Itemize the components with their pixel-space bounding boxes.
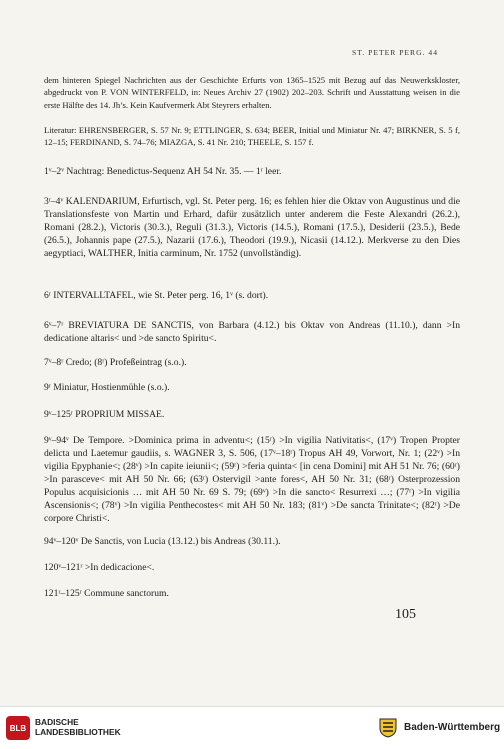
entry-dedicacione-text: 120ᵛ–121ʳ >In dedicacione<.	[44, 562, 155, 573]
literature-paragraph	[44, 124, 460, 149]
bw-label[interactable]: Baden-Württemberg	[404, 722, 501, 733]
entry-commune-text: 121ʳ–125ʳ Commune sanctorum.	[44, 588, 169, 599]
blb-line-2: LANDESBIBLIOTHEK	[35, 727, 121, 737]
entry-de-tempore-text: 9ᵛ–94ᵛ De Tempore. >Dominica prima in adventu<; (15ʳ) >In vigilia Nativitatis<, (17ᵛ) Tropen Propter delicta und Laetemur gaudiis, s. WAGNER 3, S. 506, (17ᵛ–18ʳ) Tropus AH 49, Vorwort, Nr. 1; (22ᵛ) >In vigilia Epyphanie<; (28ᵛ) >In capite ieiunii<; (59ʳ) >feria quinta< [in cena Domini] mit AH 51 Nr. 76; (60ʳ) >In parasceve< mit AH 50 Nr. 66; (63ʳ) Ostervigil >ante fores<, AH 50 Nr. 31; (68ʳ) Osterprozession Populus acquisicionis … mit AH 50 Nr. 69 S. 79; (69ᵛ) >In die sancto< Resurrexi …; (77ʳ) >In vigilia Ascensionis<; (78ᵛ) >In vigilia Penthecostes< mit AH 50 Nr. 183; (81ᵛ) >De sancta Trinitate<; (82ʳ) >De corpore Christi<.	[44, 435, 460, 524]
entry-de-sanctis-text: 94ᵛ–120ᵛ De Sanctis, von Lucia (13.12.) bis Andreas (30.11.).	[44, 536, 281, 547]
entry-breviatura-text: 6ᵛ–7ʳ BREVIATURA DE SANCTIS, von Barbara (4.12.) bis Oktav von Andreas (11.10.), dann >In dedicatione altaris< und >de sancto Spiritu<.	[44, 320, 460, 344]
entry-miniatur	[44, 381, 460, 394]
blb-logo-text: BLB	[9, 723, 27, 733]
literature-text: Literatur: EHRENSBERGER, S. 57 Nr. 9; ETTLINGER, S. 634; BEER, Initial und Miniatur Nr. 47; BIRKNER, S. 5 f, 12–15; FERDINAND, S. 74–76; MIAZGA, S. 41 Nr. 210; THEELE, S. 157 f.	[44, 125, 460, 148]
entry-kalendarium	[44, 195, 460, 260]
entry-intervalltafel	[44, 289, 460, 302]
entry-dedicacione	[44, 561, 460, 574]
entry-credo-text: 7ᵛ–8ʳ Credo; (8ʳ) Profeßeintrag (s.o.).	[44, 357, 187, 368]
intro-paragraph	[44, 74, 460, 111]
intro-text: dem hinteren Spiegel Nachrichten aus der Geschichte Erfurts von 1365–1525 mit Bezug auf das Neuwerkskloster, abgedruckt von P. VON WINTERFELD, in: Neues Archiv 27 (1902) 202–203. Schrift und Ausstattung weisen in die erste Hälfte des 14. Jh’s. Kein Kaufvermerk Abt Steyrers erhalten.	[44, 75, 460, 110]
entry-1	[44, 165, 460, 178]
running-head: ST. PETER PERG. 44	[352, 48, 438, 57]
blb-line-1: BADISCHE	[35, 717, 79, 727]
entry-intervalltafel-text: 6ʳ INTERVALLTAFEL, wie St. Peter perg. 16, 1ᵛ (s. dort).	[44, 290, 269, 301]
blb-logo[interactable]	[6, 716, 30, 740]
entry-breviatura	[44, 319, 460, 345]
entry-kalendarium-text: 3ʳ–4ᵛ KALENDARIUM, Erfurtisch, vgl. St. Peter perg. 16; es fehlen hier die Oktav von Augustinus und die Translationsfeste von Martin und Erhard, dafür zusätzlich unter anderem die Feste Alexandri (26.2.), Romani (28.2.), Victoris (30.3.), Reguli (31.3.), Victoris (14.5.), Romani (17.5.), Desiderii (23.5.), Bede (26.5.), Johannis pape (27.5.), Nazarii (17.6.), Theodori (19.9.), Nicasii (14.12.). Merkverse zu den Dies aegyptiaci, WALTHER, Initia carminum, Nr. 1752 (unvollständig).	[44, 196, 460, 259]
entry-miniatur-text: 9ʳ Miniatur, Hostienmühle (s.o.).	[44, 382, 170, 393]
entry-commune	[44, 587, 460, 600]
entry-credo	[44, 356, 460, 369]
entry-1-text: 1ᵛ–2ᵛ Nachtrag: Benedictus-Sequenz AH 54 Nr. 35. — 1ʳ leer.	[44, 166, 282, 177]
entry-de-sanctis	[44, 535, 460, 548]
blb-name[interactable]	[35, 717, 121, 737]
entry-proprium-missae-text: 9ᵛ–125ʳ PROPRIUM MISSAE.	[44, 409, 165, 420]
entry-proprium-missae	[44, 408, 460, 421]
coat-of-arms-icon	[376, 715, 400, 739]
page-number: 105	[395, 607, 416, 622]
entry-de-tempore	[44, 434, 460, 525]
